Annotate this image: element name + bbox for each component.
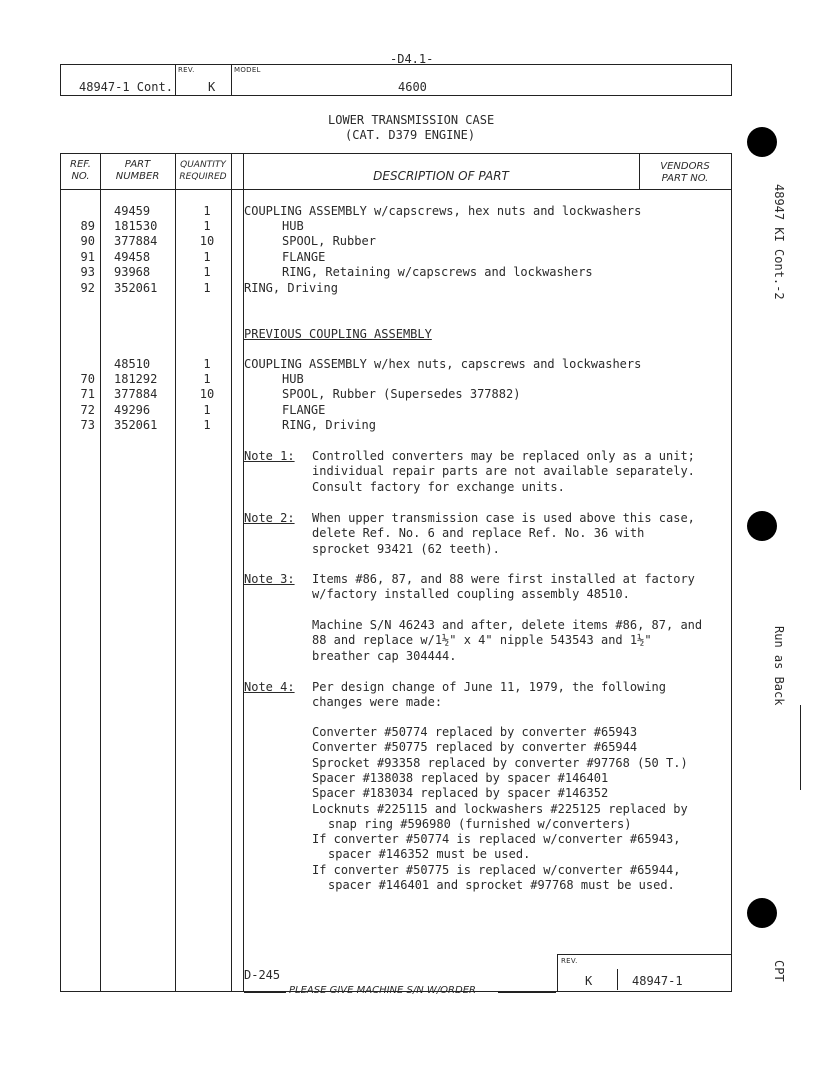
col-ref-line2: NO. — [71, 171, 90, 182]
note-2-text: When upper transmission case is used above this case, delete Ref. No. 6 and replace Ref. No. 36 with sprocket 93421 (62 teeth). — [312, 511, 695, 556]
table-row: 72 49296 1 FLANGE — [80, 403, 326, 417]
header-rev: K — [208, 80, 216, 94]
change-line: Sprocket #93358 replaced by converter #97768 (50 T.) — [312, 755, 688, 770]
change-line: Spacer #138038 replaced by spacer #146401 — [312, 770, 609, 785]
footer-part-number: 48947-1 — [632, 974, 683, 988]
footer-rev: K — [585, 974, 593, 988]
previous-assembly-heading: PREVIOUS COUPLING ASSEMBLY — [244, 327, 432, 341]
table-row: 89 181530 1 HUB — [80, 219, 304, 233]
note-1-text: Controlled converters may be replaced only as a unit; individual repair parts are not available separately. Consult factory for exchange units. — [312, 449, 695, 494]
col-ref-line1: REF. — [70, 159, 91, 170]
binder-hole-top — [747, 127, 777, 157]
table-row: 48510 1 COUPLING ASSEMBLY w/hex nuts, capscrews and lockwashers — [114, 357, 642, 371]
change-line: If converter #50775 is replaced w/converter #65944, — [312, 862, 681, 877]
binder-hole-bottom — [747, 898, 777, 928]
change-line: Spacer #183034 replaced by spacer #146352 — [312, 786, 609, 801]
table-row: 71 377884 10 SPOOL, Rubber (Supersedes 377882) — [80, 387, 521, 401]
rev-label: REV. — [178, 66, 195, 74]
table-row: 49459 1 COUPLING ASSEMBLY w/capscrews, hex nuts and lockwashers — [114, 204, 642, 218]
note-3-text: Items #86, 87, and 88 were first installed at factory w/factory installed coupling assembly 48510. — [312, 572, 695, 602]
change-line: snap ring #596980 (furnished w/converters) — [328, 816, 632, 831]
col-description: DESCRIPTION OF PART — [373, 169, 509, 183]
margin-note-bottom: CPT — [772, 960, 786, 982]
change-line: Converter #50774 replaced by converter #65943 — [312, 725, 638, 739]
table-row: 91 49458 1 FLANGE — [80, 250, 326, 264]
change-line: Converter #50775 replaced by converter #65944 — [312, 740, 638, 755]
footer-instruction: PLEASE GIVE MACHINE S/N W/ORDER — [289, 985, 476, 996]
model-label: MODEL — [234, 66, 261, 74]
change-line: Locknuts #225115 and lockwashers #225125 replaced by — [312, 801, 688, 816]
page-subtitle: (CAT. D379 ENGINE) — [345, 128, 476, 142]
note-1-label: Note 1: — [244, 449, 295, 463]
page-title: LOWER TRANSMISSION CASE — [328, 113, 495, 127]
col-part-line2: NUMBER — [115, 171, 160, 182]
col-qty-line2: REQUIRED — [179, 172, 227, 182]
note-4-text: Per design change of June 11, 1979, the following changes were made: — [312, 680, 667, 710]
part-cont: 48947-1 Cont. — [79, 80, 173, 94]
table-row: 70 181292 1 HUB — [80, 372, 304, 386]
table-row: 73 352061 1 RING, Driving — [80, 418, 376, 432]
header-box — [60, 64, 732, 96]
table-row: 93 93968 1 RING, Retaining w/capscrews and lockwashers — [80, 265, 593, 279]
model-number: 4600 — [398, 80, 427, 94]
change-line: spacer #146352 must be used. — [328, 847, 531, 862]
col-qty-line1: QUANTITY — [180, 160, 226, 170]
footer-code: D-245 — [244, 968, 281, 982]
col-vendor-line1: VENDORS — [660, 161, 710, 172]
note-3-label: Note 3: — [244, 572, 295, 586]
table-row: 92 352061 1 RING, Driving — [80, 281, 338, 295]
footer-rev-label: REV. — [561, 957, 578, 965]
page-marker: -D4.1- — [390, 52, 434, 66]
col-part-line1: PART — [124, 159, 151, 170]
table-row: 90 377884 10 SPOOL, Rubber — [80, 234, 376, 248]
note-3-text-b: Machine S/N 46243 and after, delete items #86, 87, and 88 and replace w/1½" x 4" nipple 543543 and 1½" breather cap 304444. — [312, 618, 703, 663]
margin-note-top: 48947 KI Cont.-2 — [772, 184, 786, 300]
margin-note-middle: Run as Back — [772, 626, 786, 706]
note-2-label: Note 2: — [244, 511, 295, 525]
change-line: If converter #50774 is replaced w/converter #65943, — [312, 832, 681, 847]
change-line: spacer #146401 and sprocket #97768 must be used. — [328, 878, 675, 892]
col-vendor-line2: PART NO. — [661, 173, 709, 184]
note-4-label: Note 4: — [244, 680, 295, 694]
binder-hole-middle — [747, 511, 777, 541]
